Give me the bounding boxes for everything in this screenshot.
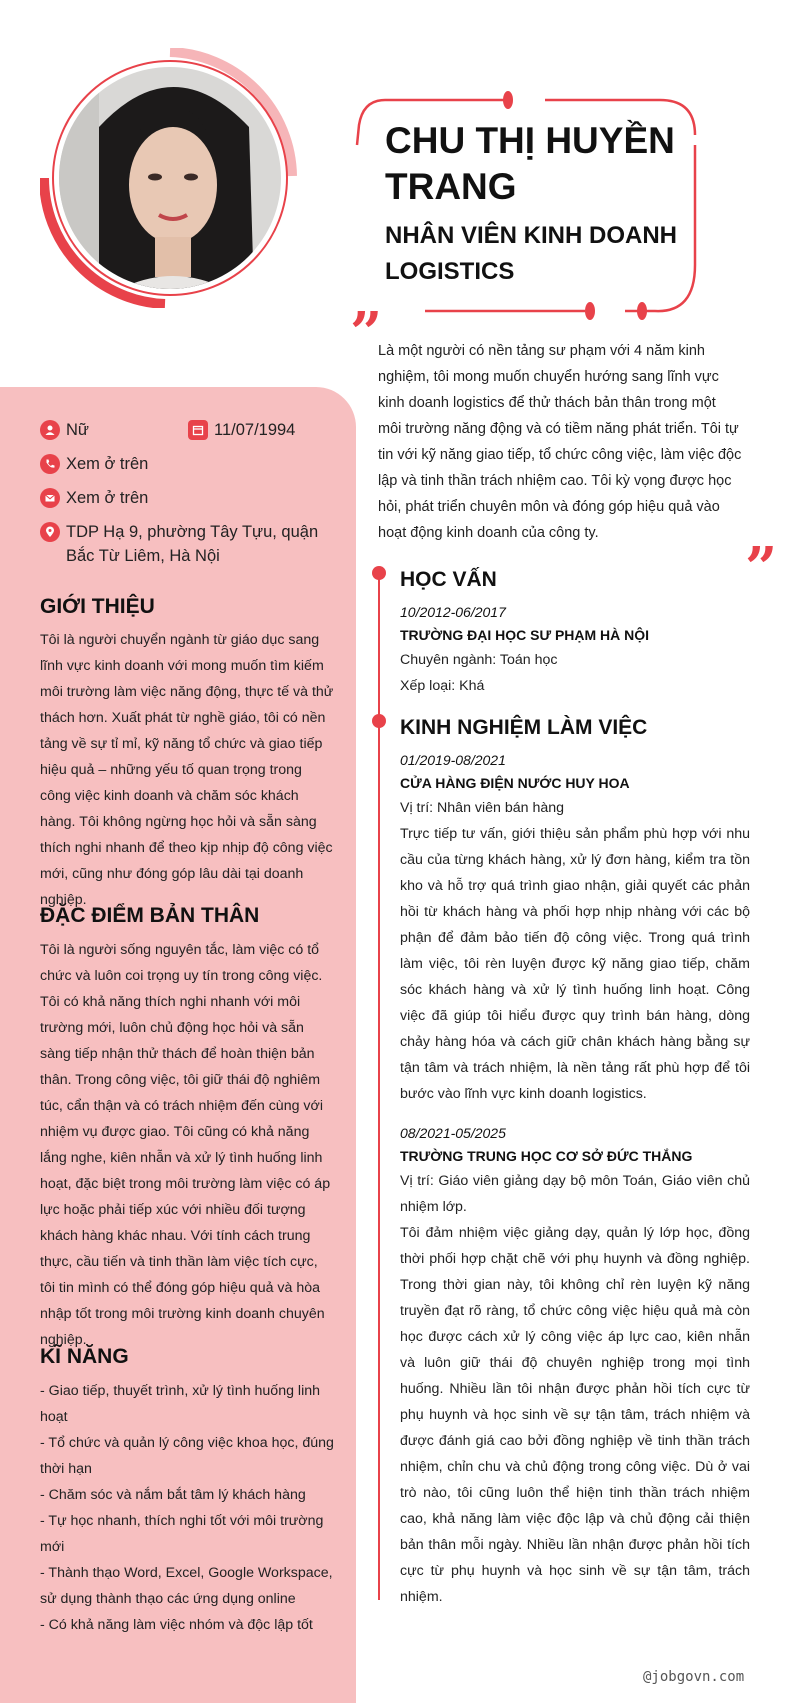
skill-item: - Chăm sóc và nắm bắt tâm lý khách hàng [40, 1487, 306, 1503]
birthday-row [188, 418, 295, 442]
job-title: NHÂN VIÊN KINH DOANH LOGISTICS [385, 222, 678, 285]
skill-item: - Giao tiếp, thuyết trình, xử lý tình huống linh hoạt [40, 1383, 321, 1425]
skills-heading: KĨ NĂNG [40, 1345, 129, 1368]
gender-row [40, 418, 89, 442]
job-company: CỬA HÀNG ĐIỆN NƯỚC HUY HOA [400, 775, 630, 791]
mail-icon [40, 488, 60, 508]
job-date: 08/2021-05/2025 [400, 1125, 506, 1141]
email-value: Xem ở trên [66, 489, 149, 507]
location-icon [40, 522, 60, 542]
skill-item: - Thành thạo Word, Excel, Google Workspace, sử dụng thành thạo các ứng dụng online [40, 1565, 333, 1607]
gender-value: Nữ [66, 421, 89, 439]
avatar [56, 64, 284, 292]
avatar-photo [59, 67, 284, 292]
phone-icon [40, 454, 60, 474]
user-icon [40, 420, 60, 440]
quote-open-icon: ” [350, 300, 383, 366]
phone-value: Xem ở trên [66, 455, 149, 473]
quote-close-icon: ” [745, 535, 778, 601]
watermark: @jobgovn.com [643, 1669, 745, 1685]
email-row [40, 486, 148, 510]
address-row [40, 520, 340, 568]
skill-item: - Tự học nhanh, thích nghi tốt với môi trường mới [40, 1513, 324, 1555]
timeline-dot [372, 714, 386, 728]
job-company: TRƯỜNG TRUNG HỌC CƠ SỞ ĐỨC THẮNG [400, 1148, 693, 1164]
job-position: Vị trí: Nhân viên bán hàng [400, 800, 565, 816]
education-rank: Xếp loại: Khá [400, 678, 485, 694]
timeline-dot [372, 566, 386, 580]
birthday-value: 11/07/1994 [214, 421, 296, 439]
education-date: 10/2012-06/2017 [400, 604, 506, 620]
skills-list [40, 1378, 335, 1638]
skill-item: - Tổ chức và quản lý công việc khoa học, đúng thời hạn [40, 1435, 334, 1477]
traits-text: Tôi là người sống nguyên tắc, làm việc có tổ chức và luôn coi trọng uy tín trong công việc. Tôi có khả năng thích nghi nhanh với môi trường mới, luôn chủ động học hỏi và sẵn sàng tiếp nhận thử thách để hoàn thiện bản thân. Trong công việc, tôi giữ thái độ nghiêm túc, cẩn thận và có trách nhiệm đến cùng với nhiệm vụ được giao. Tôi cũng có khả năng lắng nghe, kiên nhẫn và xử lý tình huống linh hoạt, đặc biệt trong môi trường làm việc có áp lực hoặc phải tiếp xúc với nhiều đối tượng khách hàng khác nhau. Với tính cách trung thực, cầu tiến và tinh thần làm việc tích cực, tôi tin mình có thể đóng góp hiệu quả và hòa nhập tốt trong môi trường kinh doanh chuyên nghiệp. [40, 942, 331, 1348]
skill-item: - Có khả năng làm việc nhóm và độc lập tốt [40, 1617, 313, 1633]
job-description: Tôi đảm nhiệm việc giảng dạy, quản lý lớp học, đồng thời phối hợp chặt chẽ với phụ huynh và đồng nghiệp. Trong thời gian này, tôi không chỉ rèn luyện kỹ năng truyền đạt rõ ràng, tổ chức công việc hiệu quả mà còn học được cách xử lý công việc áp lực cao, kiên nhẫn và luôn giữ thái độ chuyên nghiệp trong mọi tình huống. Nhiều lần tôi nhận được phản hồi tích cực từ phụ huynh và học sinh về sự tận tâm, trách nhiệm và được đánh giá cao bởi đồng nghiệp về tinh thần trách nhiệm, chỉn chu và chủ động trong công việc. Dù ở vai trò nào, tôi cũng luôn thể hiện tinh thần trách nhiệm cao, khả năng làm việc độc lập và chủ động cải thiện bản thân mỗi ngày. Nhiều lần nhận được phản hồi tích cực từ phụ huynh và học sinh về sự tận tâm, trách nhiệm. [400, 1225, 750, 1605]
calendar-icon [188, 420, 208, 440]
job-description: Trực tiếp tư vấn, giới thiệu sản phẩm phù hợp với nhu cầu của từng khách hàng, xử lý đơn hàng, kiểm tra tồn kho và hỗ trợ quá trình giao nhận, giải quyết các phản hồi từ khách hàng và phối hợp nhịp nhàng với các bộ phận để đảm bảo tiến độ công việc. Trong quá trình làm việc, tôi rèn luyện được kỹ năng giao tiếp, chăm sóc khách hàng và xử lý tình huống linh hoạt. Công việc đã giúp tôi hiểu được quy trình bán hàng, dòng chảy hàng hóa và cách giữ chân khách hàng bằng sự tận tâm và trách nhiệm, là nền tảng rất phù hợp để tôi bước vào lĩnh vực kinh doanh logistics. [400, 826, 750, 1102]
avatar-frame [40, 48, 300, 308]
intro-heading: GIỚI THIỆU [40, 595, 155, 618]
candidate-name: CHU THỊ HUYỀN TRANG [385, 120, 675, 207]
traits-heading: ĐẶC ĐIỂM BẢN THÂN [40, 904, 260, 927]
phone-row [40, 452, 148, 476]
education-heading: HỌC VẤN [400, 568, 497, 591]
career-summary: Là một người có nền tảng sư phạm với 4 năm kinh nghiệm, tôi mong muốn chuyển hướng sang lĩnh vực kinh doanh logistics để thử thách bản thân trong một môi trường năng động và có tiềm năng phát triển. Tôi tự tin với kỹ năng giao tiếp, tổ chức công việc, làm việc độc lập và tinh thần trách nhiệm cao. Tôi kỳ vọng được học hỏi, phát triển chuyên môn và đóng góp hiệu quả vào hoạt động kinh doanh của công ty. [378, 343, 742, 541]
education-major: Chuyên ngành: Toán học [400, 652, 558, 668]
job-position: Vị trí: Giáo viên giảng dạy bộ môn Toán, Giáo viên chủ nhiệm lớp. [400, 1173, 750, 1215]
education-school: TRƯỜNG ĐẠI HỌC SƯ PHẠM HÀ NỘI [400, 627, 650, 643]
experience-heading: KINH NGHIỆM LÀM VIỆC [400, 716, 648, 739]
address-value: TDP Hạ 9, phường Tây Tựu, quận Bắc Từ Liêm, Hà Nội [66, 523, 319, 565]
job-date: 01/2019-08/2021 [400, 752, 506, 768]
intro-text: Tôi là người chuyển ngành từ giáo dục sang lĩnh vực kinh doanh với mong muốn tìm kiếm môi trường làm việc năng động, thực tế và thử thách hơn. Xuất phát từ nghề giáo, tôi có nền tảng về sự tỉ mỉ, kỹ năng tổ chức và giao tiếp hiệu quả – những yếu tố quan trọng trong công việc kinh doanh và chăm sóc khách hàng. Tôi không ngừng học hỏi và sẵn sàng thích nghi nhanh để theo kịp nhịp độ công việc mới, cũng như đóng góp lâu dài tại doanh nghiệp. [40, 632, 334, 908]
